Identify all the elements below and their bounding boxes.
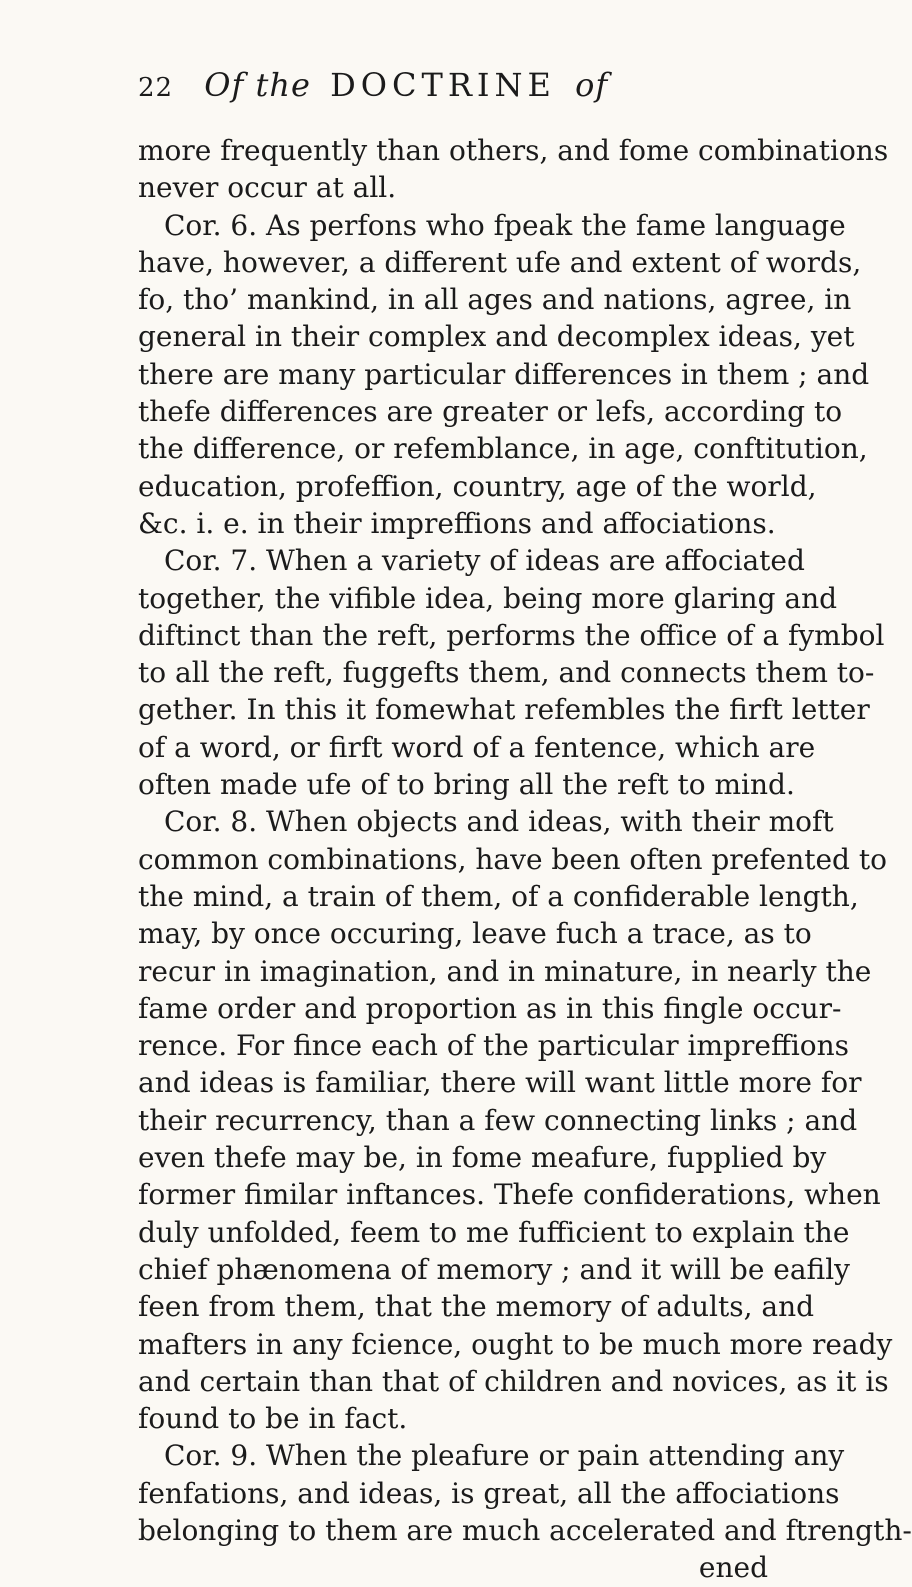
text-line: fenfations, and ideas, is great, all the affociations — [138, 1476, 840, 1510]
text-line: fo, tho’ mankind, in all ages and nations, agree, in — [138, 283, 852, 317]
text-line: belonging to them are much accelerated and ftrength- — [138, 1513, 912, 1547]
header-title: DOCTRINE — [330, 66, 556, 104]
text-line: found to be in fact. — [138, 1402, 408, 1436]
text-line: Cor. 9. When the pleafure or pain attending any — [164, 1439, 845, 1473]
header-the: the — [255, 66, 311, 104]
text-line: have, however, a different ufe and extent of words, — [138, 245, 862, 279]
text-line: the difference, or refemblance, in age, conftitution, — [138, 432, 868, 466]
header-of: Of — [204, 66, 245, 104]
text-line: chief phænomena of memory ; and it will be eafily — [138, 1252, 851, 1286]
text-line: gether. In this it fomewhat refembles the firft letter — [138, 693, 870, 727]
text-line: diftinct than the reft, performs the office of a fymbol — [138, 618, 885, 652]
text-line: education, profeffion, country, age of the world, — [138, 469, 817, 503]
text-line: together, the vifible idea, being more glaring and — [138, 581, 838, 615]
text-line: to all the reft, fuggefts them, and connects them to- — [138, 656, 875, 690]
text-line: Cor. 8. When objects and ideas, with their moft — [164, 805, 834, 839]
page-number: 22 — [138, 73, 174, 103]
text-line: and ideas is familiar, there will want little more for — [138, 1066, 862, 1100]
catchword: ened — [698, 1551, 768, 1585]
text-line: thefe differences are greater or lefs, according to — [138, 395, 843, 429]
text-line: the mind, a train of them, of a confiderable length, — [138, 879, 859, 913]
text-line: never occur at all. — [138, 171, 397, 205]
text-line: mafters in any fcience, ought to be much more ready — [138, 1327, 893, 1361]
text-line: often made ufe of to bring all the reft to mind. — [138, 768, 795, 802]
text-line: common combinations, have been often prefented to — [138, 842, 887, 876]
text-line: &c. i. e. in their impreffions and affociations. — [138, 506, 776, 540]
text-line: former fimilar inftances. Thefe confiderations, when — [138, 1178, 881, 1212]
text-line: general in their complex and decomplex ideas, yet — [138, 320, 855, 354]
text-line: rence. For fince each of the particular impreffions — [138, 1029, 850, 1063]
text-line: recur in imagination, and in minature, in nearly the — [138, 954, 872, 988]
text-line: there are many particular differences in them ; and — [138, 357, 870, 391]
text-line: Cor. 7. When a variety of ideas are affociated — [164, 544, 805, 578]
text-line: duly unfolded, feem to me fufficient to explain the — [138, 1215, 850, 1249]
text-line: even thefe may be, in fome meafure, fupplied by — [138, 1141, 827, 1175]
running-header — [138, 66, 608, 104]
text-line: may, by once occuring, leave fuch a trace, as to — [138, 917, 812, 951]
text-line: their recurrency, than a few connecting links ; and — [138, 1103, 858, 1137]
text-line: fame order and proportion as in this fingle occur- — [138, 991, 842, 1025]
body-text — [138, 132, 912, 1587]
text-line: of a word, or firft word of a fentence, which are — [138, 730, 816, 764]
text-line: Cor. 6. As perfons who fpeak the fame language — [164, 208, 846, 242]
text-line: and certain than that of children and novices, as it is — [138, 1364, 889, 1398]
text-line: feen from them, that the memory of adults, and — [138, 1290, 815, 1324]
header-of-2: of — [575, 66, 609, 104]
text-line: more frequently than others, and fome combinations — [138, 134, 889, 167]
